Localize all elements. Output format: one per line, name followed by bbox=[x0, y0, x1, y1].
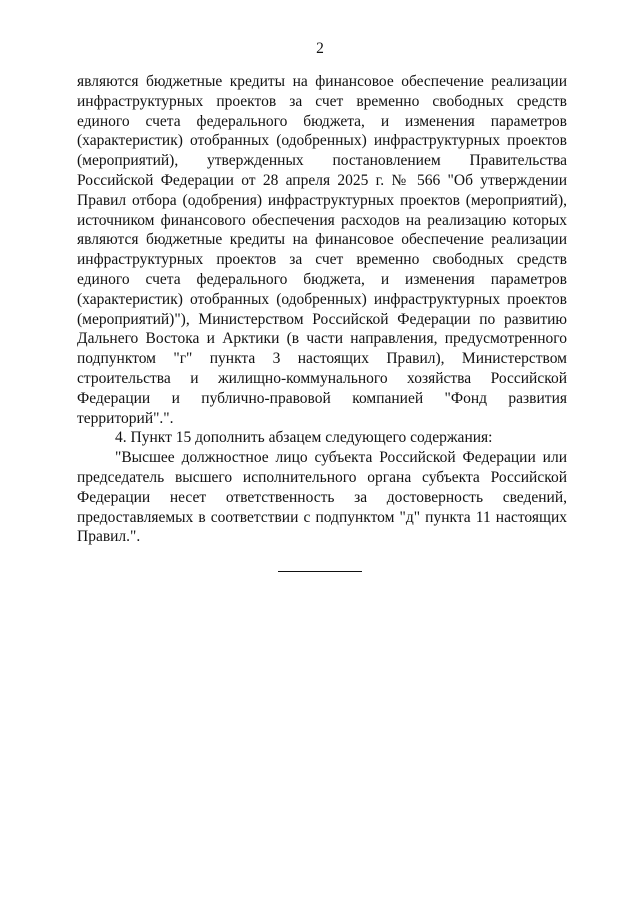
page-number: 2 bbox=[316, 40, 324, 57]
paragraph-continuation: являются бюджетные кредиты на финансовое обеспечение реализации инфраструктурных проектов за счет временно свободных средств единого счета федерального бюджета, и изменения параметров (характеристик) отобранных (одобренных) инфраструктурных проектов (мероприятий), утвержденных постановлением Правительства Российской Федерации от 28 апреля 2025 г. № 566 "Об утверждении Правил отбора (одобрения) инфраструктурных проектов (мероприятий), источником финансового обеспечения расходов на реализацию которых являются бюджетные кредиты на финансовое обеспечение реализации инфраструктурных проектов за счет временно свободных средств единого счета федерального бюджета, и изменения параметров (характеристик) отобранных (одобренных) инфраструктурных проектов (мероприятий)"), Министерством Российской Федерации по развитию Дальнего Востока и Арктики (в части направления, предусмотренного подпунктом "г" пункта 3 настоящих Правил), Министерством строительства и жилищно-коммунального хозяйства Российской Федерации и публично-правовой компанией "Фонд развития территорий".". bbox=[77, 73, 567, 427]
end-of-document-rule bbox=[278, 571, 362, 572]
document-body bbox=[77, 72, 567, 547]
paragraph-quoted-addition: "Высшее должностное лицо субъекта Российской Федерации или председатель высшего исполнительного органа субъекта Российской Федерации несет ответственность за достоверность сведений, предоставляемых в соответствии с подпунктом "д" пункта 11 настоящих Правил.". bbox=[77, 449, 567, 546]
paragraph-point-4: 4. Пункт 15 дополнить абзацем следующего содержания: bbox=[115, 429, 493, 447]
